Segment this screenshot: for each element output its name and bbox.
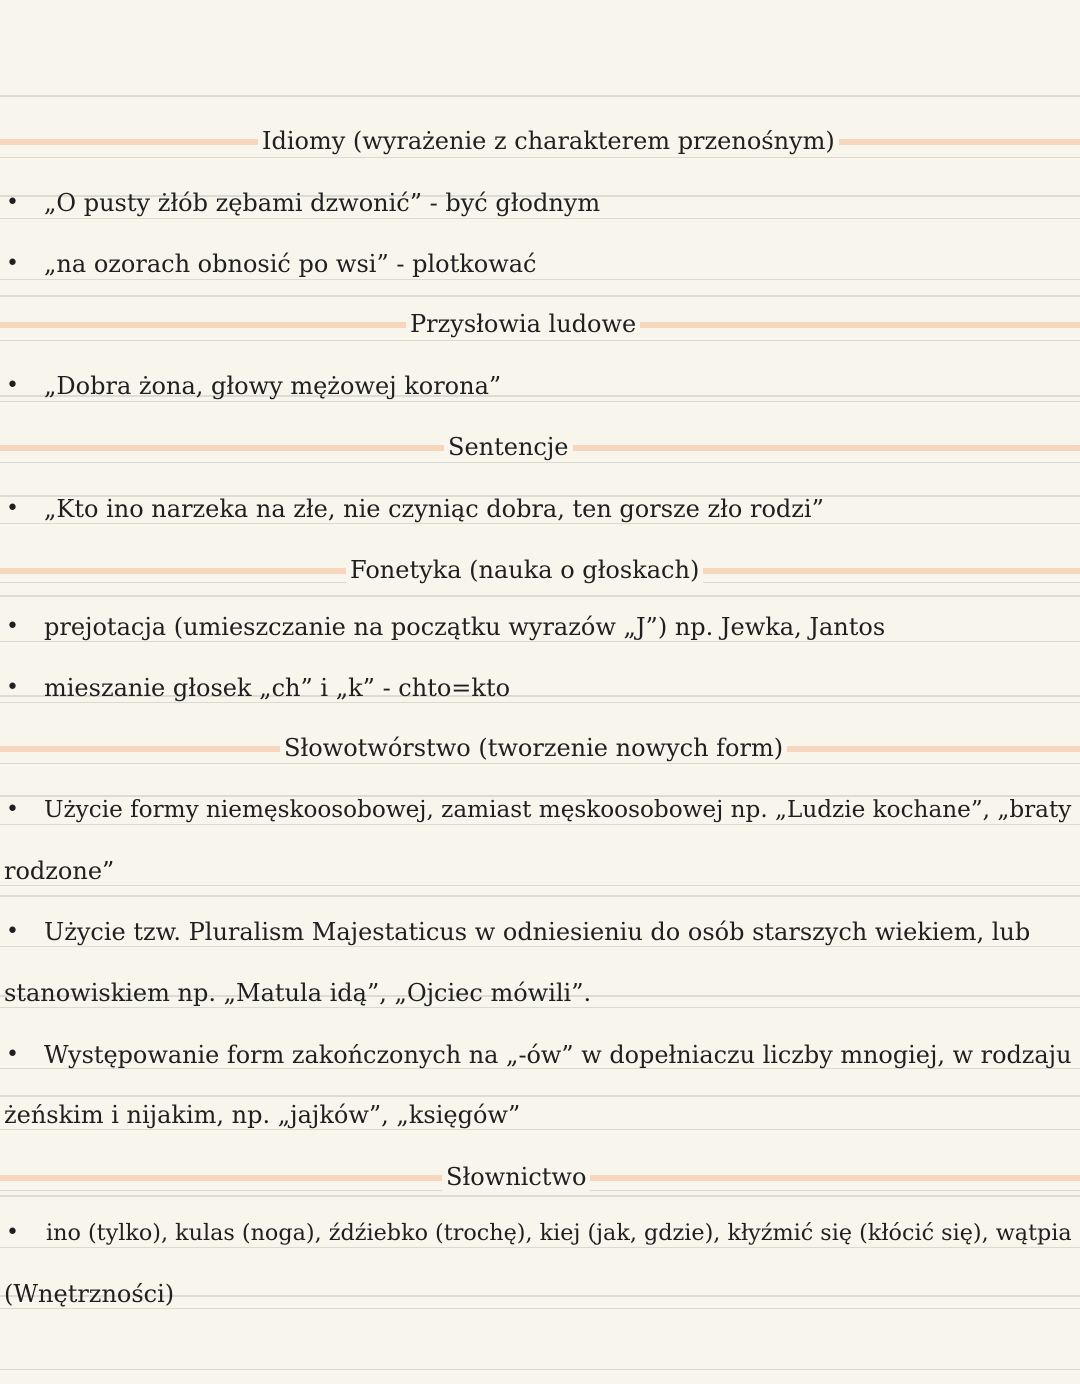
section-title: Słowotwórstwo (tworzenie nowych form) bbox=[280, 733, 787, 763]
section-heading-przyslowia bbox=[0, 305, 1080, 345]
rule-line bbox=[0, 1369, 1080, 1370]
list-item: Użycie tzw. Pluralism Majestaticus w odniesieniu do osób starszych wiekiem, lub bbox=[44, 918, 1031, 946]
list-item: Użycie formy niemęskoosobowej, zamiast męskoosobowej np. „Ludzie kochane”, „braty bbox=[44, 797, 1072, 823]
list-item: „na ozorach obnosić po wsi” - plotkować bbox=[44, 250, 537, 278]
bullet-icon: • bbox=[6, 373, 19, 398]
rule-line bbox=[0, 218, 1080, 219]
bullet-icon: • bbox=[6, 1220, 19, 1245]
list-item-continuation: stanowiskiem np. „Matula idą”, „Ojciec mówili”. bbox=[4, 979, 592, 1007]
list-item-continuation: żeńskim i nijakim, np. „jajków”, „księgów” bbox=[4, 1101, 521, 1129]
rule-line bbox=[0, 401, 1080, 402]
section-heading-sentencje bbox=[0, 428, 1080, 468]
bullet-icon: • bbox=[6, 496, 19, 521]
list-item: „O pusty żłób zębami dzwonić” - być głodnym bbox=[44, 189, 601, 217]
section-heading-fonetyka bbox=[0, 551, 1080, 591]
bullet-icon: • bbox=[6, 919, 19, 944]
section-heading-idiomy bbox=[0, 122, 1080, 162]
rule-line bbox=[0, 885, 1080, 886]
list-item: ino (tylko), kulas (noga), źdźiebko (trochę), kiej (jak, gdzie), kłyźmić się (kłócić się), wątpia bbox=[46, 1220, 1072, 1246]
list-item: „Kto ino narzeka na złe, nie czyniąc dobra, ten gorsze zło rodzi” bbox=[44, 495, 824, 523]
bullet-icon: • bbox=[6, 797, 19, 822]
bullet-icon: • bbox=[6, 190, 19, 215]
rule-line bbox=[0, 96, 1080, 97]
section-title: Słownictwo bbox=[442, 1162, 590, 1192]
list-item: prejotacja (umieszczanie na początku wyrazów „J”) np. Jewka, Jantos bbox=[44, 613, 886, 641]
bullet-icon: • bbox=[6, 1042, 19, 1067]
list-item: mieszanie głosek „ch” i „k” - chto=kto bbox=[44, 674, 511, 702]
section-heading-slowotworstwo bbox=[0, 729, 1080, 769]
list-item-continuation: (Wnętrzności) bbox=[4, 1280, 175, 1308]
bullet-icon: • bbox=[6, 614, 19, 639]
section-title: Idiomy (wyrażenie z charakterem przenośnym) bbox=[258, 126, 839, 156]
section-title: Fonetyka (nauka o głoskach) bbox=[346, 555, 703, 585]
list-item: „Dobra żona, głowy mężowej korona” bbox=[44, 372, 502, 400]
section-title: Sentencje bbox=[444, 432, 573, 462]
bullet-icon: • bbox=[6, 675, 19, 700]
bullet-icon: • bbox=[6, 251, 19, 276]
list-item-continuation: rodzone” bbox=[4, 857, 115, 885]
rule-line bbox=[0, 279, 1080, 280]
section-title: Przysłowia ludowe bbox=[406, 309, 640, 339]
section-heading-slownictwo bbox=[0, 1158, 1080, 1198]
list-item: Występowanie form zakończonych na „-ów” w dopełniaczu liczby mnogiej, w rodzaju bbox=[44, 1041, 1072, 1069]
